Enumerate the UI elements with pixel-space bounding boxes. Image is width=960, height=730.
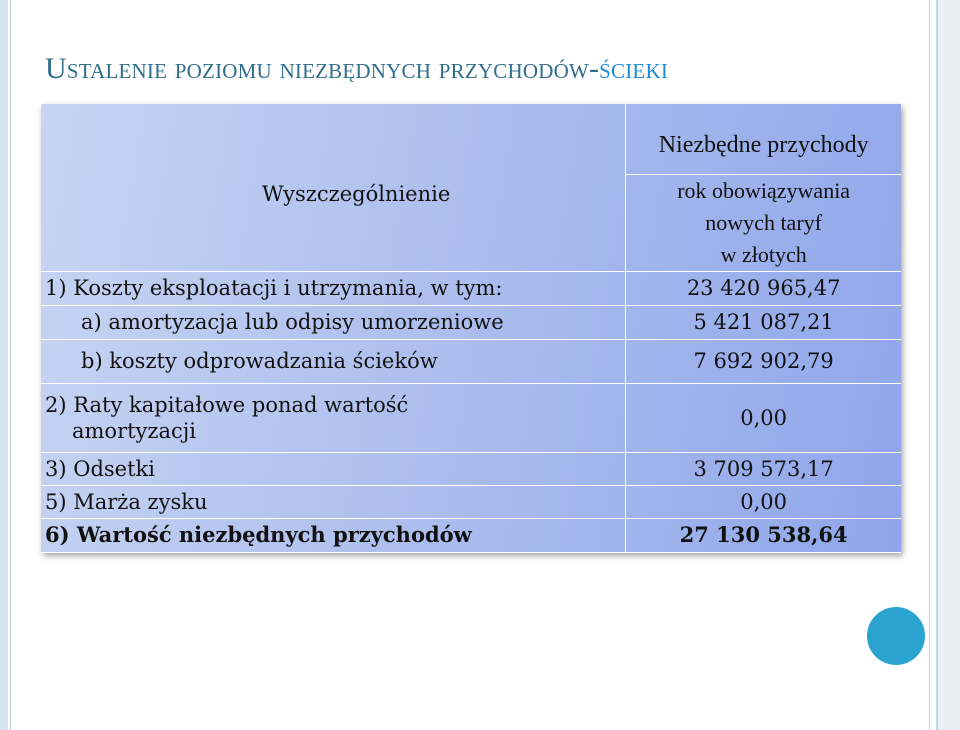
row-value: 0,00: [626, 383, 901, 452]
right-border-decoration: [938, 0, 960, 730]
row-label: 5) Marża zysku: [41, 485, 626, 518]
table-row: [41, 271, 901, 305]
row-value: 5 421 087,21: [626, 305, 901, 339]
col1-header: Wyszczególnienie: [262, 182, 451, 207]
table-row: [41, 383, 901, 452]
row-label: b) koszty odprowadzania ścieków: [41, 339, 626, 383]
table-row: [41, 485, 901, 518]
col2-header-line: w złotych: [720, 241, 807, 267]
table-row: [41, 305, 901, 339]
header-group: Niezbędne przychody: [626, 104, 901, 174]
decorative-circle-shape: [867, 607, 925, 665]
decorative-circle: [866, 606, 926, 666]
col2-header-line: rok obowiązywania: [677, 177, 851, 203]
table-row: [41, 452, 901, 485]
table-row: [41, 339, 901, 383]
row-label-line: 2) Raty kapitałowe ponad wartość: [45, 392, 409, 417]
left-border-line: [10, 0, 11, 730]
row-value: 7 692 902,79: [626, 339, 901, 383]
right-border-line: [936, 0, 938, 730]
col2-header: [626, 174, 901, 271]
table-row-total: [41, 518, 901, 552]
revenue-table: [41, 104, 901, 553]
row-value: 27 130 538,64: [626, 518, 901, 552]
row-value: 3 709 573,17: [626, 452, 901, 485]
row-value: 0,00: [626, 485, 901, 518]
row-label-line: amortyzacji: [72, 418, 196, 443]
slide-title-prefix: Ustalenie poziomu niezbędnych przychodów-: [45, 52, 600, 85]
row-label: 1) Koszty eksploatacji i utrzymania, w tym:: [41, 271, 626, 305]
slide-title: [45, 52, 925, 86]
col2-header-line: nowych taryf: [705, 209, 822, 235]
table-header-row: [41, 104, 901, 174]
row-label: 3) Odsetki: [41, 452, 626, 485]
left-border-decoration: [0, 0, 8, 730]
row-label: [41, 383, 626, 452]
row-label: 6) Wartość niezbędnych przychodów: [41, 518, 626, 552]
right-border-line-thin: [929, 0, 930, 730]
row-value: 23 420 965,47: [626, 271, 901, 305]
row-label: a) amortyzacja lub odpisy umorzeniowe: [41, 305, 626, 339]
slide-title-accent: ścieki: [599, 52, 669, 85]
